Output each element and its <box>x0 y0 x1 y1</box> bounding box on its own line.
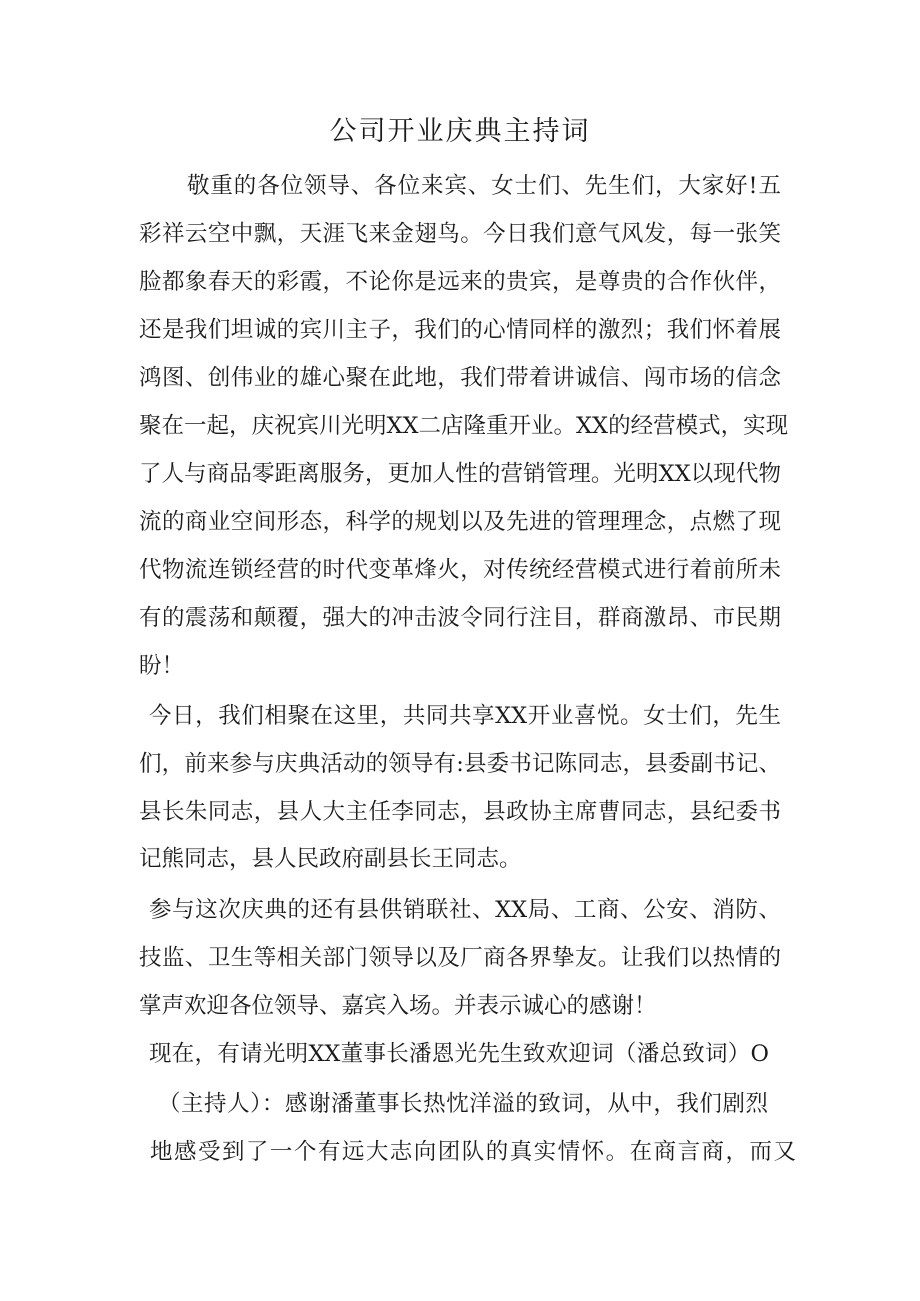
text-line: 掌声欢迎各位领导、嘉宾入场。并表示诚心的感谢！ <box>139 993 657 1019</box>
text-line: 技监、卫生等相关部门领导以及厂商各界挚友。让我们以热情的 <box>139 945 781 971</box>
document-title: 公司开业庆典主持词 <box>329 116 591 147</box>
text-line: 敬重的各位领导、各位来宾、女士们、先生们，大家好!五 <box>187 173 781 199</box>
text-line: （主持人）：感谢潘董事长热忱洋溢的致词，从中，我们剧烈 <box>158 1091 768 1117</box>
text-line: 参与这次庆典的还有县供销联社、XX局、工商、公安、消防、 <box>149 897 781 923</box>
text-line: 地感受到了一个有远大志向团队的真实情怀。在商言商，而又 <box>150 1139 796 1165</box>
text-line: 记熊同志，县人民政府副县长王同志。 <box>139 846 522 872</box>
text-line: 脸都象春天的彩霞，不论你是远来的贵宾，是尊贵的合作伙伴， <box>139 269 781 295</box>
text-line: 今日，我们相聚在这里，共同共享XX开业喜悦。女士们，先生 <box>149 703 781 729</box>
text-line: 鸿图、创伟业的雄心聚在此地，我们带着讲诚信、闯市场的信念 <box>139 365 781 391</box>
text-line: 流的商业空间形态，科学的规划以及先进的管理理念，点燃了现 <box>139 509 781 535</box>
text-line: 彩祥云空中飘，天涯飞来金翅鸟。今日我们意气风发，每一张笑 <box>139 221 781 247</box>
text-line: 盼！ <box>139 653 185 679</box>
text-line: 现在，有请光明XX董事长潘恩光先生致欢迎词（潘总致词）O <box>149 1041 769 1067</box>
text-line: 们，前来参与庆典活动的领导有:县委书记陈同志，县委副书记、 <box>139 751 781 777</box>
text-line: 了人与商品零距离服务，更加人性的营销管理。光明XX以现代物 <box>139 461 781 487</box>
text-line: 还是我们坦诚的宾川主子，我们的心情同样的激烈；我们怀着展 <box>139 317 781 343</box>
text-line: 有的震荡和颠覆，强大的冲击波令同行注目，群商激昂、市民期 <box>139 605 781 631</box>
text-line: 聚在一起，庆祝宾川光明XX二店隆重开业。XX的经营模式，实现 <box>139 413 789 439</box>
text-line: 县长朱同志，县人大主任李同志，县政协主席曹同志，县纪委书 <box>139 799 781 825</box>
text-line: 代物流连锁经营的时代变革烽火，对传统经营模式进行着前所未 <box>139 557 781 583</box>
